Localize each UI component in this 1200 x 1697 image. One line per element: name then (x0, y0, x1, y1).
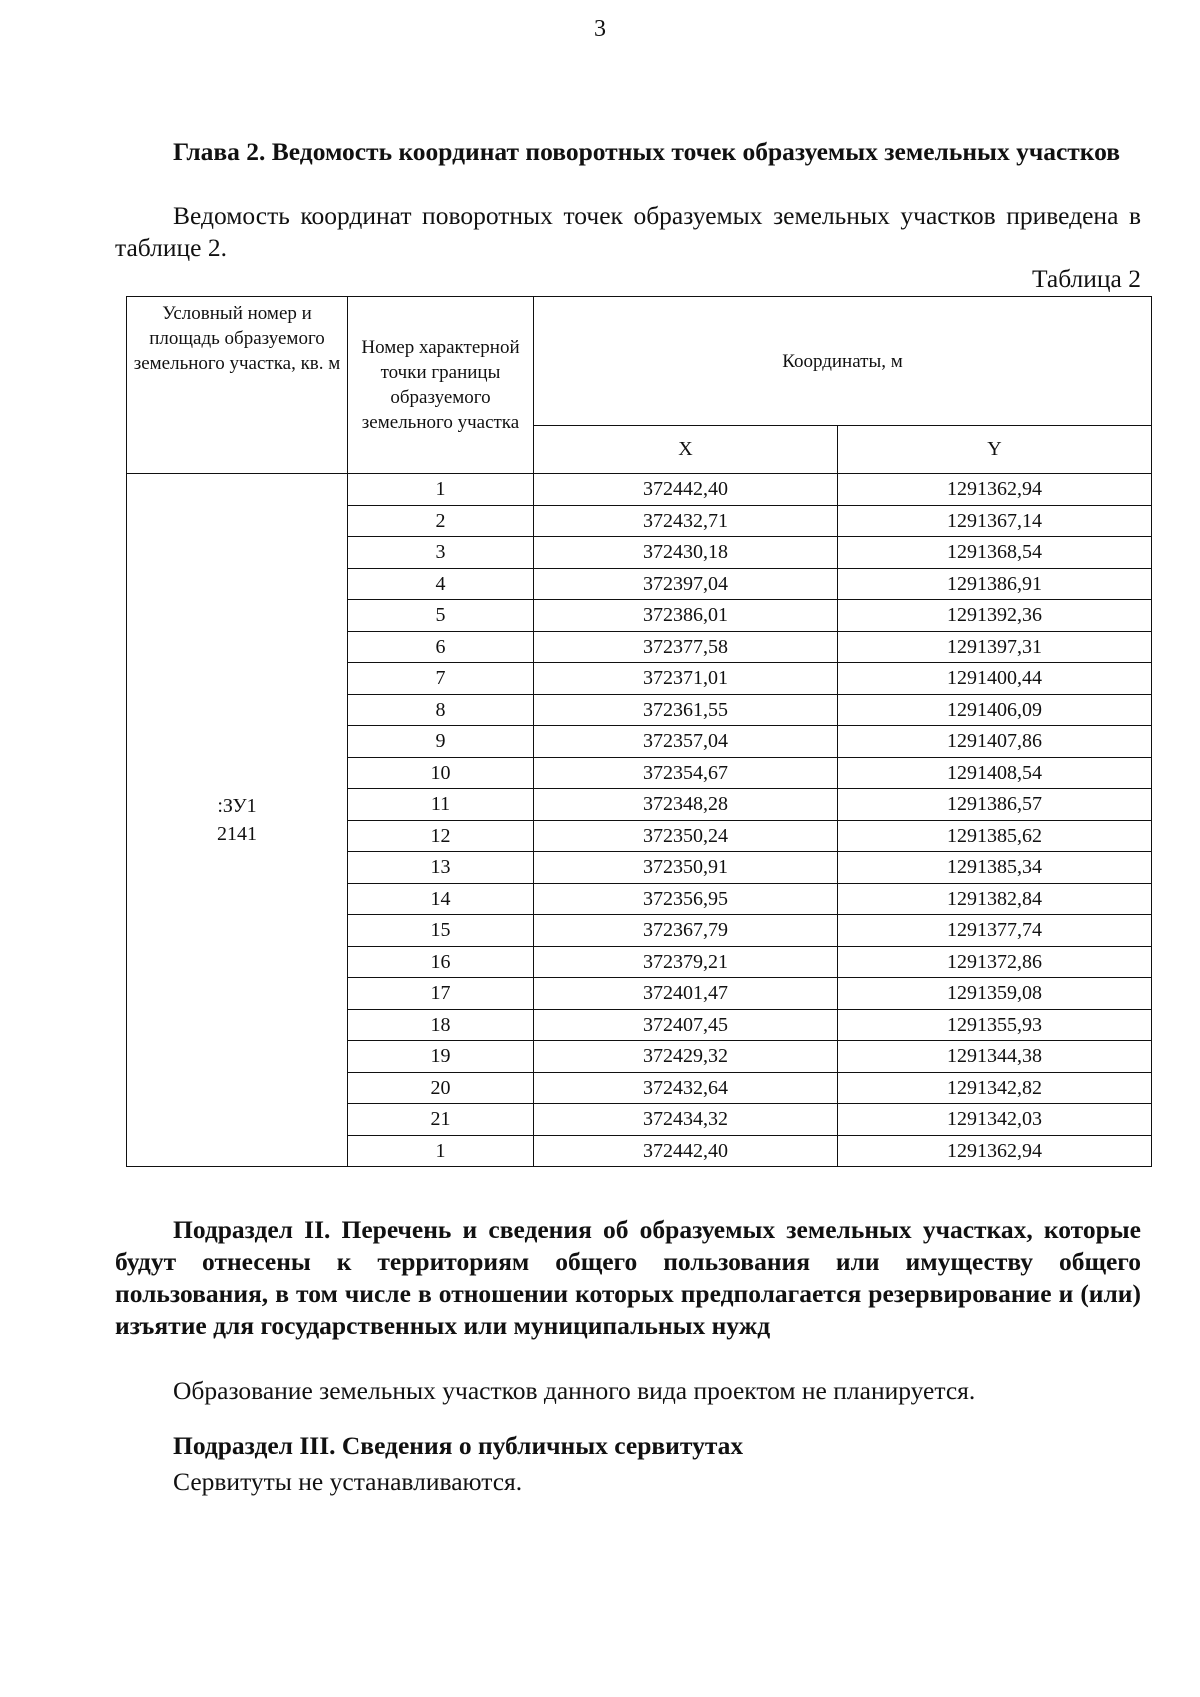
point-number-cell: 8 (348, 694, 534, 726)
x-coordinate-cell: 372356,95 (534, 883, 838, 915)
table-caption: Таблица 2 (1031, 264, 1141, 293)
subsection-3-text: Сервитуты не устанавливаются. (173, 1467, 523, 1496)
point-number-cell: 20 (348, 1072, 534, 1104)
point-number-cell: 14 (348, 883, 534, 915)
y-coordinate-cell: 1291407,86 (838, 726, 1152, 758)
subsection-3-heading: Подраздел III. Сведения о публичных сервитутах (173, 1431, 744, 1460)
table-row (127, 474, 1152, 506)
point-number-cell: 2 (348, 505, 534, 537)
parcel-area: 2141 (217, 823, 257, 845)
y-coordinate-cell: 1291344,38 (838, 1041, 1152, 1073)
point-number-cell: 13 (348, 852, 534, 884)
y-coordinate-cell: 1291362,94 (838, 474, 1152, 506)
point-number-cell: 5 (348, 600, 534, 632)
point-number-cell: 12 (348, 820, 534, 852)
x-coordinate-cell: 372432,71 (534, 505, 838, 537)
coordinates-body (127, 474, 1152, 1167)
x-coordinate-cell: 372350,91 (534, 852, 838, 884)
x-coordinate-cell: 372407,45 (534, 1009, 838, 1041)
y-coordinate-cell: 1291406,09 (838, 694, 1152, 726)
header-x: X (534, 426, 838, 474)
y-coordinate-cell: 1291368,54 (838, 537, 1152, 569)
point-number-cell: 3 (348, 537, 534, 569)
point-number-cell: 7 (348, 663, 534, 695)
x-coordinate-cell: 372371,01 (534, 663, 838, 695)
y-coordinate-cell: 1291342,82 (838, 1072, 1152, 1104)
point-number-cell: 18 (348, 1009, 534, 1041)
parcel-id: :ЗУ1 (217, 795, 257, 817)
y-coordinate-cell: 1291355,93 (838, 1009, 1152, 1041)
x-coordinate-cell: 372430,18 (534, 537, 838, 569)
x-coordinate-cell: 372354,67 (534, 757, 838, 789)
x-coordinate-cell: 372442,40 (534, 474, 838, 506)
point-number-cell: 11 (348, 789, 534, 821)
x-coordinate-cell: 372348,28 (534, 789, 838, 821)
y-coordinate-cell: 1291385,34 (838, 852, 1152, 884)
x-coordinate-cell: 372379,21 (534, 946, 838, 978)
point-number-cell: 21 (348, 1104, 534, 1136)
parcel-cell (127, 474, 348, 1167)
x-coordinate-cell: 372357,04 (534, 726, 838, 758)
x-coordinate-cell: 372434,32 (534, 1104, 838, 1136)
y-coordinate-cell: 1291372,86 (838, 946, 1152, 978)
y-coordinate-cell: 1291382,84 (838, 883, 1152, 915)
x-coordinate-cell: 372377,58 (534, 631, 838, 663)
y-coordinate-cell: 1291386,91 (838, 568, 1152, 600)
y-coordinate-cell: 1291359,08 (838, 978, 1152, 1010)
y-coordinate-cell: 1291397,31 (838, 631, 1152, 663)
y-coordinate-cell: 1291362,94 (838, 1135, 1152, 1167)
x-coordinate-cell: 372350,24 (534, 820, 838, 852)
y-coordinate-cell: 1291400,44 (838, 663, 1152, 695)
x-coordinate-cell: 372367,79 (534, 915, 838, 947)
chapter-intro: Ведомость координат поворотных точек образуемых земельных участков приведена в таблице 2. (115, 201, 1141, 262)
y-coordinate-cell: 1291392,36 (838, 600, 1152, 632)
y-coordinate-cell: 1291385,62 (838, 820, 1152, 852)
point-number-cell: 15 (348, 915, 534, 947)
page-number: 3 (594, 16, 606, 42)
x-coordinate-cell: 372432,64 (534, 1072, 838, 1104)
x-coordinate-cell: 372401,47 (534, 978, 838, 1010)
point-number-cell: 17 (348, 978, 534, 1010)
point-number-cell: 16 (348, 946, 534, 978)
point-number-cell: 9 (348, 726, 534, 758)
y-coordinate-cell: 1291367,14 (838, 505, 1152, 537)
x-coordinate-cell: 372397,04 (534, 568, 838, 600)
point-number-cell: 6 (348, 631, 534, 663)
x-coordinate-cell: 372386,01 (534, 600, 838, 632)
subsection-2-text: Образование земельных участков данного вида проектом не планируется. (173, 1376, 976, 1405)
point-number-cell: 1 (348, 474, 534, 506)
header-y: Y (838, 426, 1152, 474)
y-coordinate-cell: 1291408,54 (838, 757, 1152, 789)
x-coordinate-cell: 372429,32 (534, 1041, 838, 1073)
chapter-heading: Глава 2. Ведомость координат поворотных точек образуемых земельных участков (173, 137, 1121, 166)
x-coordinate-cell: 372442,40 (534, 1135, 838, 1167)
point-number-cell: 4 (348, 568, 534, 600)
header-point-number: Номер характерной точки границы образуемого земельного участка (348, 297, 534, 474)
subsection-2-heading: Подраздел II. Перечень и сведения об образуемых земельных участках, которые будут отнесены к территориям общего пользования или имуществу общего пользования, в том числе в отношении которых предполагается резервирование и (или) изъятие для государственных или муниципальных нужд (115, 1215, 1141, 1340)
y-coordinate-cell: 1291377,74 (838, 915, 1152, 947)
point-number-cell: 1 (348, 1135, 534, 1167)
x-coordinate-cell: 372361,55 (534, 694, 838, 726)
point-number-cell: 10 (348, 757, 534, 789)
y-coordinate-cell: 1291342,03 (838, 1104, 1152, 1136)
header-coordinates: Координаты, м (534, 297, 1152, 426)
point-number-cell: 19 (348, 1041, 534, 1073)
header-parcel: Условный номер и площадь образуемого земельного участка, кв. м (127, 297, 348, 474)
coordinates-table (126, 296, 1152, 1167)
y-coordinate-cell: 1291386,57 (838, 789, 1152, 821)
